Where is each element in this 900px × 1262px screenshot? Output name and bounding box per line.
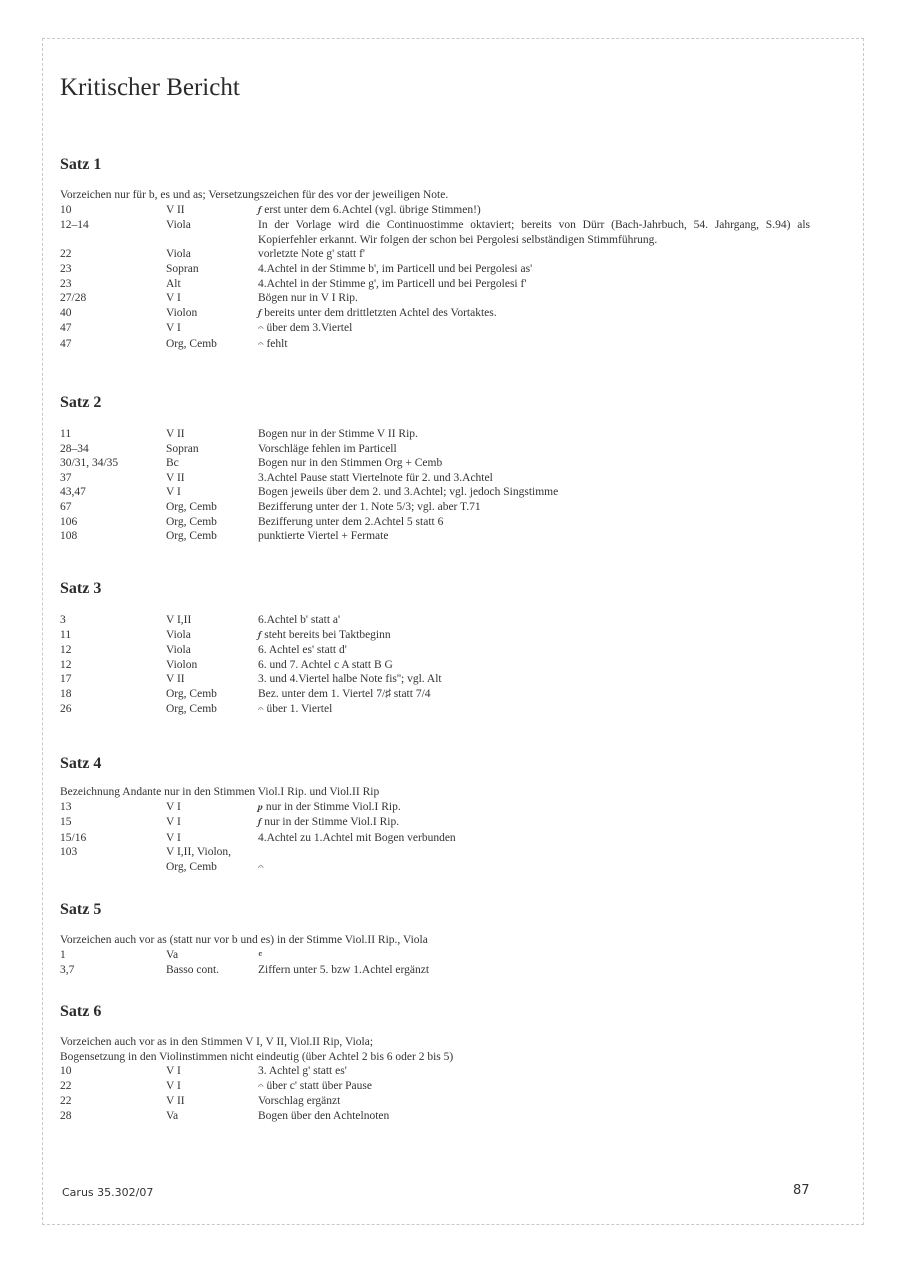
remark <box>258 672 810 687</box>
part-name: Alt <box>166 277 181 290</box>
section-heading: Satz 5 <box>60 901 102 918</box>
remark-text: Bezifferung unter der 1. Note 5/3; vgl. aber T.71 <box>258 500 481 513</box>
remark <box>258 321 810 337</box>
remark <box>258 500 810 515</box>
remark <box>258 277 810 292</box>
music-symbol-icon: 𝄐 <box>258 323 264 335</box>
table-row <box>60 1094 810 1109</box>
table-row <box>60 860 810 876</box>
remark <box>258 1079 810 1095</box>
bar-number: 103 <box>60 846 78 859</box>
table-row <box>60 471 810 486</box>
part-name: Org, Cemb <box>166 702 217 715</box>
bar-number: 11 <box>60 628 72 641</box>
section-satz-3 <box>60 580 810 717</box>
remark-text: 6. und 7. Achtel c A statt B G <box>258 658 393 671</box>
section-heading: Satz 2 <box>60 394 102 411</box>
remark <box>258 291 810 306</box>
part-name: Va <box>166 1109 179 1122</box>
remark-text: 3. Achtel g' statt es' <box>258 1065 347 1078</box>
part-name: Org, Cemb <box>166 500 217 513</box>
section-heading: Satz 6 <box>60 1003 102 1020</box>
remark <box>258 800 810 816</box>
bar-number: 27/28 <box>60 292 87 305</box>
table-row <box>60 321 810 337</box>
table-row <box>60 456 810 471</box>
remark <box>258 643 810 658</box>
remark <box>258 831 810 846</box>
bar-number: 67 <box>60 500 72 513</box>
part-name: Viola <box>166 248 191 261</box>
bar-number: 18 <box>60 687 72 700</box>
table-row <box>60 1079 810 1095</box>
section-intro: Vorzeichen nur für b, es und as; Versetzungszeichen für des vor der jeweiligen Note. <box>60 189 449 201</box>
remark-text: Bogen nur in den Stimmen Org + Cemb <box>258 457 443 470</box>
entries <box>60 613 810 717</box>
bar-number: 23 <box>60 262 72 275</box>
bar-number: 3 <box>60 614 66 626</box>
bar-number: 26 <box>60 702 72 715</box>
remark-text: Ziffern unter 5. bzw 1.Achtel ergänzt <box>258 964 430 977</box>
remark <box>258 1094 810 1109</box>
remark-text: Bez. unter dem 1. Viertel 7/♯ statt 7/4 <box>258 687 431 700</box>
bar-number: 12–14 <box>60 219 89 232</box>
table-row <box>60 442 810 457</box>
table-row <box>60 277 810 292</box>
part-name: Org, Cemb <box>166 515 217 528</box>
part-name: V I,II, Violon, <box>166 846 232 859</box>
table-row <box>60 427 810 442</box>
remark <box>258 337 810 353</box>
remark <box>258 306 810 322</box>
table-row <box>60 1109 810 1124</box>
bar-number: 17 <box>60 673 72 686</box>
remark-text: nur in der Stimme Viol.I Rip. <box>264 816 400 829</box>
remark-text: Bogen nur in der Stimme V II Rip. <box>258 428 418 440</box>
bar-number: 28–34 <box>60 442 89 455</box>
section-heading: Satz 4 <box>60 755 102 772</box>
bar-number: 22 <box>60 1079 72 1092</box>
part-name: Org, Cemb <box>166 530 217 543</box>
section-satz-4 <box>60 755 810 876</box>
remark-text: Bogen über den Achtelnoten <box>258 1109 390 1122</box>
part-name: Org, Cemb <box>166 337 217 350</box>
music-symbol-icon: 𝄐 <box>258 338 264 350</box>
bar-number: 3,7 <box>60 964 75 977</box>
bar-number: 12 <box>60 644 72 657</box>
part-name: V I <box>166 1079 181 1092</box>
music-symbol-icon: 𝆑 <box>258 817 262 829</box>
bar-number: 106 <box>60 515 78 528</box>
music-symbol-icon: 𝄐 <box>258 703 264 715</box>
table-row <box>60 702 810 718</box>
bar-number: 37 <box>60 471 72 484</box>
remark <box>258 613 810 628</box>
remark-text: über c' statt über Pause <box>266 1079 372 1092</box>
entries <box>60 1064 810 1123</box>
bar-number: 47 <box>60 337 72 350</box>
entries <box>60 203 810 353</box>
remark-text: 4.Achtel in der Stimme b', im Particell und bei Pergolesi as' <box>258 262 533 275</box>
remark-text: Vorschlag ergänzt <box>258 1095 341 1108</box>
remark-text: In der Vorlage wird die Continuostimme oktaviert; bereits von Dürr (Bach-Jahrbuch, 54. Jahrgang, S.94) als Kopierfehler erkannt. Wir folgen der schon bei Pergolesi selbständigen Stimmführung. <box>258 219 810 246</box>
remark-text: fehlt <box>266 337 288 350</box>
bar-number: 13 <box>60 800 72 813</box>
part-name: V I <box>166 816 181 829</box>
remark <box>258 948 810 964</box>
bar-number: 108 <box>60 530 78 543</box>
part-name: Violon <box>166 658 198 671</box>
part-name: V II <box>166 673 185 686</box>
part-name: V I <box>166 831 181 844</box>
music-symbol-icon: 𝆑 <box>258 204 262 216</box>
table-row <box>60 262 810 277</box>
remark <box>258 485 810 500</box>
bar-number: 10 <box>60 1065 72 1078</box>
part-name: Viola <box>166 644 191 657</box>
part-name: V I <box>166 800 181 813</box>
part-name: V I <box>166 1065 181 1078</box>
remark <box>258 1064 810 1079</box>
remark <box>258 471 810 486</box>
part-name: V II <box>166 428 185 440</box>
part-name: V I <box>166 322 181 335</box>
bar-number: 22 <box>60 248 72 261</box>
table-row <box>60 845 810 860</box>
bar-number: 47 <box>60 322 72 335</box>
part-name: Basso cont. <box>166 964 220 977</box>
part-name: Sopran <box>166 442 199 455</box>
table-row <box>60 500 810 515</box>
part-name: V I,II <box>166 614 192 626</box>
remark <box>258 860 810 876</box>
bar-number: 43,47 <box>60 486 86 499</box>
remark-text: 6. Achtel es' statt d' <box>258 644 347 657</box>
bar-number: 15/16 <box>60 831 87 844</box>
section-satz-2 <box>60 394 810 544</box>
part-name: Violon <box>166 306 198 319</box>
remark-text: über 1. Viertel <box>266 702 333 715</box>
table-row <box>60 203 810 219</box>
bar-number: 30/31, 34/35 <box>60 457 119 470</box>
remark <box>258 442 810 457</box>
table-row <box>60 1064 810 1079</box>
bar-number: 10 <box>60 203 72 216</box>
table-row <box>60 485 810 500</box>
remark-text: bereits unter dem drittletzten Achtel des Vortaktes. <box>264 306 497 319</box>
bar-number: 15 <box>60 816 72 829</box>
table-row <box>60 218 810 247</box>
section-intro <box>60 785 810 800</box>
remark-text: 3. und 4.Viertel halbe Note fis''; vgl. Alt <box>258 673 442 686</box>
remark <box>258 427 810 442</box>
section-heading: Satz 3 <box>60 580 102 597</box>
remark <box>258 456 810 471</box>
entries <box>60 427 810 544</box>
remark-text: 6.Achtel b' statt a' <box>258 614 341 626</box>
table-row <box>60 800 810 816</box>
remark-text: Bögen nur in V I Rip. <box>258 292 358 305</box>
part-name: Org, Cemb <box>166 687 217 700</box>
table-row <box>60 628 810 644</box>
bar-number: 28 <box>60 1109 72 1122</box>
music-symbol-icon: 𝄐 <box>258 861 264 873</box>
table-row <box>60 643 810 658</box>
table-row <box>60 613 810 628</box>
remark <box>258 963 810 978</box>
table-row <box>60 831 810 846</box>
intro-text: Bezeichnung Andante nur in den Stimmen Viol.I Rip. und Viol.II Rip <box>60 786 380 798</box>
page-header <box>60 74 810 102</box>
part-name: Sopran <box>166 262 199 275</box>
section-intro-line-1: Vorzeichen auch vor as in den Stimmen V I, V II, Viol.II Rip, Viola; <box>60 1036 374 1048</box>
section-satz-1 <box>60 156 810 353</box>
remark-text: steht bereits bei Taktbeginn <box>264 628 391 641</box>
music-symbol-icon: 𝆑 <box>258 307 262 319</box>
remark <box>258 702 810 718</box>
entries <box>60 800 810 876</box>
remark <box>258 247 810 262</box>
part-name: V II <box>166 1095 185 1108</box>
remark-text: über dem 3.Viertel <box>266 322 353 335</box>
bar-number: 11 <box>60 428 72 440</box>
music-symbol-icon: 𝆏 <box>258 801 263 813</box>
table-row <box>60 529 810 544</box>
remark <box>258 1109 810 1124</box>
footer-catalog-number: Carus 35.302/07 <box>62 1186 154 1199</box>
remark-text: vorletzte Note g' statt f' <box>258 248 365 261</box>
part-name: V II <box>166 203 185 216</box>
section-intro: Vorzeichen auch vor as (statt nur vor b und es) in der Stimme Viol.II Rip., Viola <box>60 934 428 946</box>
part-name: V I <box>166 486 181 499</box>
remark-text: Bezifferung unter dem 2.Achtel 5 statt 6 <box>258 515 444 528</box>
remark <box>258 262 810 277</box>
bar-number: 40 <box>60 306 72 319</box>
remark <box>258 815 810 831</box>
bar-number: 22 <box>60 1095 72 1108</box>
remark-text: Bogen jeweils über dem 2. und 3.Achtel; vgl. jedoch Singstimme <box>258 486 559 499</box>
entries <box>60 948 810 978</box>
bar-number: 1 <box>60 948 66 961</box>
table-row <box>60 815 810 831</box>
table-row <box>60 306 810 322</box>
table-row <box>60 687 810 702</box>
part-name: Bc <box>166 457 179 470</box>
table-row <box>60 672 810 687</box>
remark-text: 3.Achtel Pause statt Viertelnote für 2. und 3.Achtel <box>258 471 493 484</box>
section-intro-line-2: Bogensetzung in den Violinstimmen nicht eindeutig (über Achtel 2 bis 6 oder 2 bis 5) <box>60 1050 454 1063</box>
remark-text: Vorschläge fehlen im Particell <box>258 442 397 455</box>
section-satz-6 <box>60 1003 810 1124</box>
part-name: Viola <box>166 628 191 641</box>
part-name: V II <box>166 471 185 484</box>
music-symbol-icon: 𝄐 <box>258 1080 264 1092</box>
remark <box>258 628 810 644</box>
remark <box>258 515 810 530</box>
bar-number <box>60 860 166 876</box>
section-heading: Satz 1 <box>60 156 102 173</box>
part-name: Viola <box>166 219 191 232</box>
footer-page-number: 87 <box>793 1183 810 1198</box>
remark-text: erst unter dem 6.Achtel (vgl. übrige Stimmen!) <box>264 203 481 216</box>
table-row <box>60 247 810 262</box>
remark <box>258 687 810 702</box>
bar-number: 12 <box>60 658 72 671</box>
remark <box>258 203 810 219</box>
bar-number: 23 <box>60 277 72 290</box>
remark-text: nur in der Stimme Viol.I Rip. <box>265 800 401 813</box>
table-row <box>60 515 810 530</box>
table-row <box>60 337 810 353</box>
table-row <box>60 963 810 978</box>
remark-text: 4.Achtel zu 1.Achtel mit Bogen verbunden <box>258 831 456 844</box>
music-symbol-icon: 𝆑 <box>258 629 262 641</box>
remark <box>258 529 810 544</box>
table-row <box>60 948 810 964</box>
remark <box>258 218 810 247</box>
remark <box>258 845 810 860</box>
page-title: Kritischer Bericht <box>60 74 240 101</box>
remark-text: punktierte Viertel + Fermate <box>258 530 389 543</box>
section-satz-5 <box>60 901 810 978</box>
remark-text: 4.Achtel in der Stimme g', im Particell und bei Pergolesi f' <box>258 277 527 290</box>
table-row <box>60 291 810 306</box>
part-name: V I <box>166 292 181 305</box>
part-name: Org, Cemb <box>166 860 217 873</box>
table-row <box>60 658 810 673</box>
part-name: Va <box>166 948 179 961</box>
remark <box>258 658 810 673</box>
music-symbol-icon: 𝄴 <box>258 949 263 961</box>
